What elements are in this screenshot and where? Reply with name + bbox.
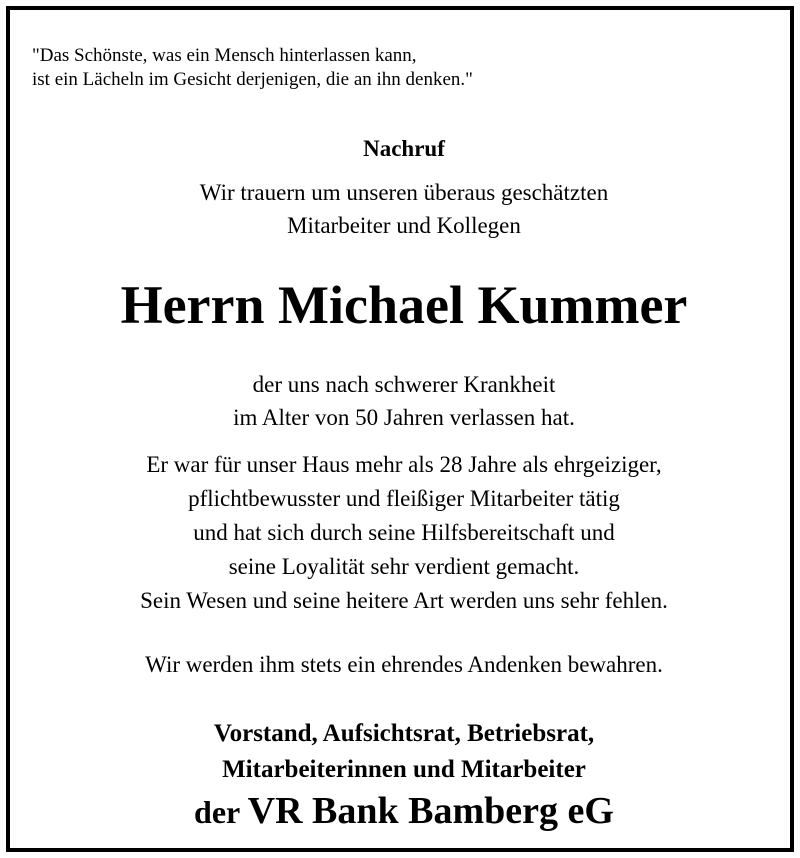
deceased-name: Herrn Michael Kummer [120, 275, 688, 335]
quote-line-1: "Das Schönste, was ein Mensch hinterlassen kann, [32, 45, 417, 66]
cause-line-1: der uns nach schwerer Krankheit [252, 372, 556, 397]
intro-text [10, 176, 798, 242]
company-signature [10, 790, 798, 833]
intro-line-1: Wir trauern um unseren überaus geschätzten [199, 180, 609, 205]
praise-text [10, 448, 798, 618]
obituary-frame [6, 6, 794, 852]
cause-line-2: im Alter von 50 Jahren verlassen hat. [233, 405, 575, 430]
signers-line-2: Mitarbeiterinnen und Mitarbeiter [222, 756, 586, 783]
company-name: VR Bank Bamberg eG [247, 790, 614, 832]
signers [10, 716, 798, 788]
praise-line-1: Er war für unser Haus mehr als 28 Jahre als ehrgeiziger, [146, 452, 662, 477]
quote-line-2: ist ein Lächeln im Gesicht derjenigen, die an ihn denken." [32, 69, 473, 90]
praise-line-2: pflichtbewusster und fleißiger Mitarbeiter tätig [188, 486, 620, 511]
intro-line-2: Mitarbeiter und Kollegen [287, 213, 521, 238]
praise-line-5: Sein Wesen und seine heitere Art werden uns sehr fehlen. [140, 588, 668, 613]
praise-line-4: seine Loyalität sehr verdient gemacht. [228, 554, 580, 579]
company-prefix: der [194, 794, 240, 830]
closing-text: Wir werden ihm stets ein ehrendes Andenken bewahren. [145, 652, 663, 677]
cause-text [10, 368, 798, 434]
quote [32, 44, 473, 92]
praise-line-3: und hat sich durch seine Hilfsbereitschaft und [193, 520, 615, 545]
signers-line-1: Vorstand, Aufsichtsrat, Betriebsrat, [213, 720, 595, 747]
obituary-heading: Nachruf [363, 136, 445, 161]
